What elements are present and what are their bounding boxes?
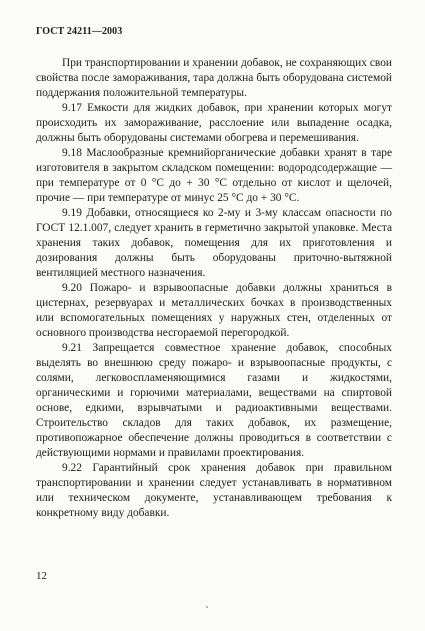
paragraph-transport-freezing: При транспортировании и хранении добавок, не сохраняющих свои свойства после замораживания, тара должна быть оборудована системой поддержания положительной температуры. xyxy=(36,57,392,99)
paragraph-9-21: 9.21 Запрещается совместное хранение добавок, способных выделять во внешнюю среду пожаро- и взрывоопасные продукты, с солями, легковоспламеняющимися газами и жидкостями, органическими и горючими материалами, веществами на спиртовой основе, едкими, взрывчатыми и радиоактивными веществами. Строительство складов для таких добавок, их размещение, противопожарное обеспечение должны проводиться в соответствии с действующими нормами и правилами проектирования. xyxy=(36,342,392,459)
paragraph-9-19: 9.19 Добавки, относящиеся ко 2-му и 3-му классам опасности по ГОСТ 12.1.007, следует хранить в герметично закрытой упаковке. Места хранения таких добавок, помещения для их приготовления и дозирования должны быть оборудованы приточно-вытяжной вентиляцией местного назначения. xyxy=(36,207,392,279)
standard-header: ГОСТ 24211—2003 xyxy=(36,26,123,37)
document-body xyxy=(36,56,392,521)
paragraph-9-17: 9.17 Емкости для жидких добавок, при хранении которых могут происходить их замораживание, расслоение или выпадение осадка, должны быть оборудованы системами обогрева и перемешивания. xyxy=(36,102,392,144)
paragraph-9-20: 9.20 Пожаро- и взрывоопасные добавки должны храниться в цистернах, резервуарах и металлических бочках в производственных или вспомогательных помещениях у наружных стен, отделенных от основного производства несгораемой перегородкой. xyxy=(36,282,392,339)
scan-speck xyxy=(206,606,208,608)
paragraph-9-22: 9.22 Гарантийный срок хранения добавок при правильном транспортировании и хранении следует устанавливать в нормативном или техническом документе, устанавливающем требования к конкретному виду добавки. xyxy=(36,462,392,519)
page-number: 12 xyxy=(36,570,47,582)
paragraph-9-18: 9.18 Маслообразные кремнийорганические добавки хранят в таре изготовителя в закрытом складском помещении: водородсодержащие — при температуре от 0 °С до + 30 °С отдельно от кислот и щелочей, прочие — при температуре от минус 25 °С до + 30 °С. xyxy=(36,147,392,204)
